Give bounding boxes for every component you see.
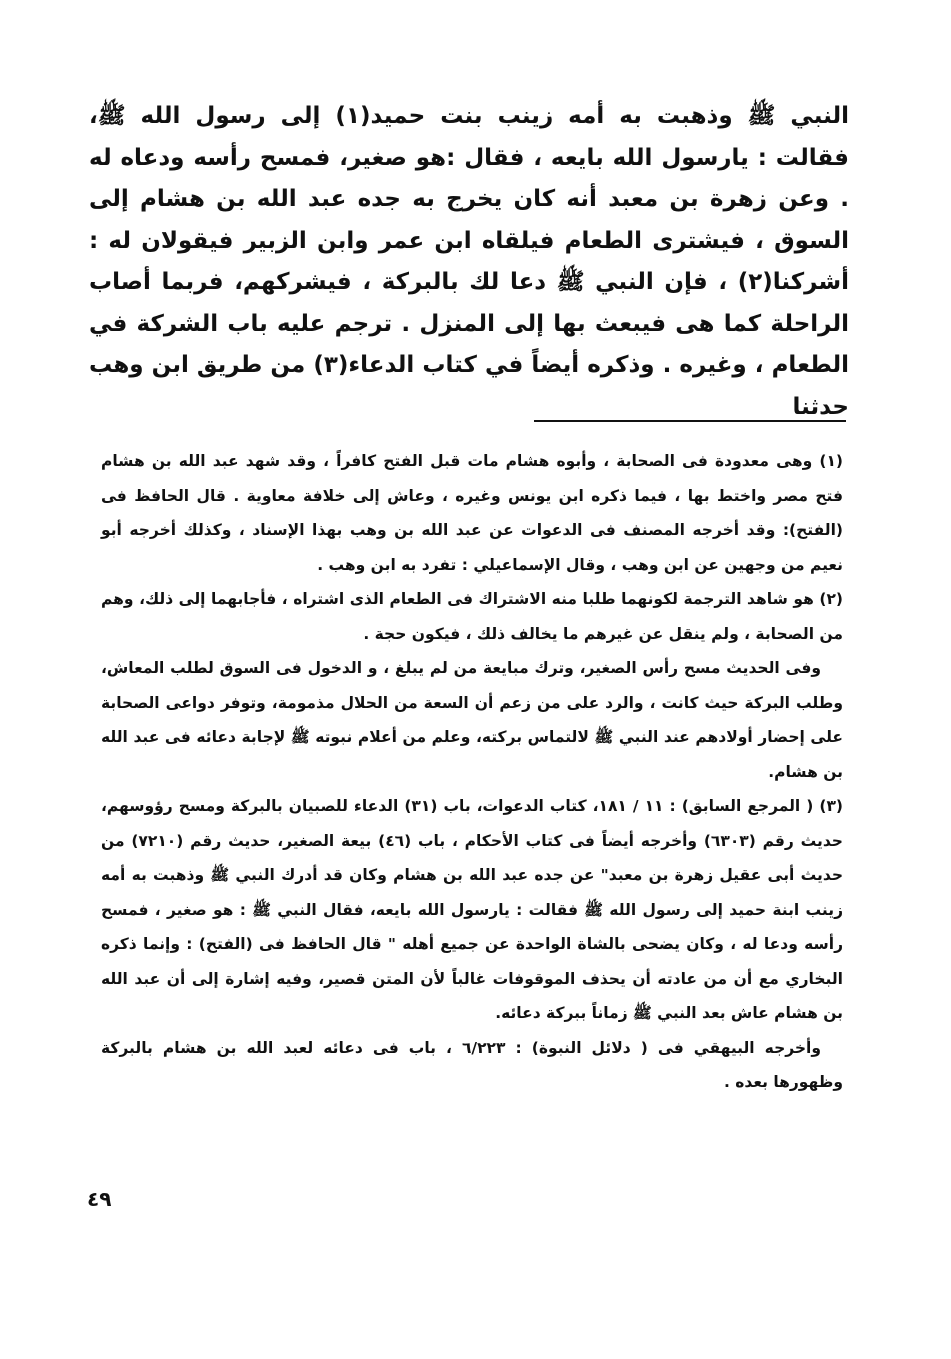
page-number: ٤٩ <box>87 1187 112 1211</box>
footnotes-block <box>101 444 843 1100</box>
footnote-2-continuation: وفى الحديث مسح رأس الصغير، وترك مبايعة من لم يبلغ ، و الدخول فى السوق لطلب المعاش، وطلب البركة حيث كانت ، والرد على من زعم أن السعة من الحلال مذمومة، وتوفر دواعى الصحابة على إحضار أولادهم عند النبي ﷺ لالتماس بركته، وعلم من أعلام نبوته ﷺ لإجابة دعائه فى عبد الله بن هشام. <box>101 659 843 781</box>
footnote-3-continuation: وأخرجه البيهقي فى ( دلائل النبوة) : ٦/٢٢٣ ، باب فى دعائه لعبد الله بن هشام بالبركة وظهورها بعده . <box>101 1038 843 1091</box>
footnote-2: (٢) هو شاهد الترجمة لكونهما طلبا منه الاشتراك فى الطعام الذى اشتراه ، فأجابهما إلى ذلك، وهم من الصحابة ، ولم ينقل عن غيرهم ما يخالف ذلك ، فيكون حجة . <box>101 590 843 643</box>
footnote-3: (٣) ( المرجع السابق) : ١١ / ١٨١، كتاب الدعوات، باب (٣١) الدعاء للصبيان بالبركة ومسح رؤوسهم، حديث رقم (٦٣٠٣) وأخرجه أيضاً فى كتاب الأحكام ، باب (٤٦) بيعة الصغير، حديث رقم (٧٢١٠) من حديث أبى عقيل زهرة بن معبد" عن جده عبد الله بن هشام وكان قد أدرك النبي ﷺ وذهبت به أمه زينب ابنة حميد إلى رسول الله ﷺ فقالت : يارسول الله بايعه، فقال النبي ﷺ : هو صغير ، فمسح رأسه ودعا له ، وكان يضحى بالشاة الواحدة عن جميع أهله " قال الحافظ فى (الفتح) : وإنما ذكره البخاري مع أن من عادته أن يحذف الموقوفات غالباً لأن المتن قصير، وفيه إشارة إلى أن عبد الله بن هشام عاش بعد النبي ﷺ زماناً ببركة دعائه. <box>101 797 843 1022</box>
main-paragraph: النبي ﷺ وذهبت به أمه زينب بنت حميد(١) إلى رسول الله ﷺ، فقالت : يارسول الله بايعه ، فقال :هو صغير، فمسح رأسه ودعاه له . وعن زهرة بن معبد أنه كان يخرج به جده عبد الله بن هشام إلى السوق ، فيشترى الطعام فيلقاه ابن عمر وابن الزبير فيقولان له : أشركنا(٢) ، فإن النبي ﷺ دعا لك بالبركة ، فيشركهم، فربما أصاب الراحلة كما هى فيبعث بها إلى المنزل . ترجم عليه باب الشركة في الطعام ، وغيره . وذكره أيضاً في كتاب الدعاء(٣) من طريق ابن وهب حدثنا <box>89 103 849 420</box>
main-text-block <box>89 96 849 428</box>
footnote-1: (١) وهى معدودة فى الصحابة ، وأبوه هشام مات قبل الفتح كافراً ، وقد شهد عبد الله بن هشام فتح مصر واختط بها ، فيما ذكره ابن يونس وغيره ، وعاش إلى خلافة معاوية . قال الحافظ فى (الفتح): وقد أخرجه المصنف فى الدعوات عن عبد الله بن وهب بهذا الإسناد ، وكذلك أخرجه أبو نعيم من وجهين عن ابن وهب ، وقال الإسماعيلي : تفرد به ابن وهب . <box>101 452 843 574</box>
footnote-separator <box>534 420 846 422</box>
